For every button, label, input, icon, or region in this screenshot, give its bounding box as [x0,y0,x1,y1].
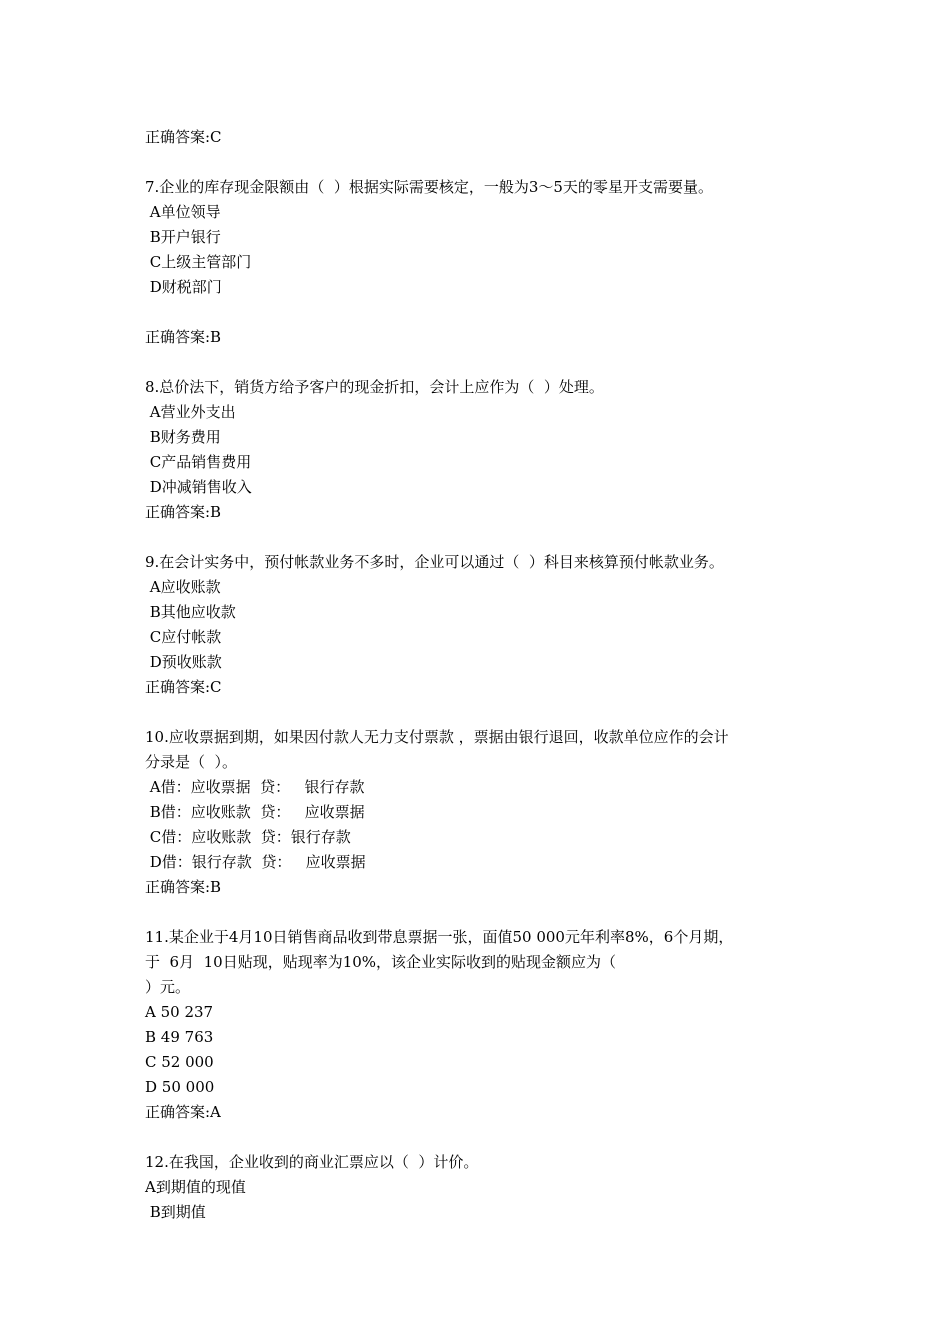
question-stem-cont: ）元。 [145,978,191,996]
spacer [145,1125,825,1150]
option-b: B到期值 [145,1203,206,1221]
question-stem-cont: 分录是（ ）。 [145,753,238,771]
option-b: B 49 763 [145,1028,214,1046]
question-stem: 10.应收票据到期，如果因付款人无力支付票款 ，票据由银行退回，收款单位应作的会计 [145,728,729,746]
option-c: C上级主管部门 [145,253,252,271]
question-block [145,175,825,350]
spacer [145,700,825,725]
option-a: A应收账款 [145,578,221,596]
option-c: C借：应收账款 贷：银行存款 [145,828,351,846]
answer-line: 正确答案:C [145,128,222,146]
question-block [145,550,825,700]
question-stem-cont: 于 6月 10日贴现，贴现率为10%，该企业实际收到的贴现金额应为（ [145,953,617,971]
question-block [145,1150,825,1225]
option-b: B其他应收款 [145,603,236,621]
option-a: A到期值的现值 [145,1178,246,1196]
option-b: B开户银行 [145,228,221,246]
answer-line: 正确答案:B [145,503,222,521]
question-block [145,925,825,1125]
spacer [145,900,825,925]
answer-line: 正确答案:B [145,328,222,346]
option-a: A借：应收票据 贷： 银行存款 [145,778,365,796]
option-d: D预收账款 [145,653,222,671]
option-d: D财税部门 [145,278,222,296]
answer-line: 正确答案:B [145,878,222,896]
question-stem: 12.在我国，企业收到的商业汇票应以（ ）计价。 [145,1153,479,1171]
question-stem: 9.在会计实务中，预付帐款业务不多时，企业可以通过（ ）科目来核算预付帐款业务。 [145,553,724,571]
answer-line: 正确答案:C [145,678,222,696]
question-stem: 11.某企业于4月10日销售商品收到带息票据一张，面值50 000元年利率8%，6个月期， [145,928,734,946]
question-stem: 7.企业的库存现金限额由（ ）根据实际需要核定，一般为3～5天的零星开支需要量。 [145,178,713,196]
spacer [145,300,825,325]
question-block [145,375,825,525]
question-stem: 8.总价法下，销货方给予客户的现金折扣，会计上应作为（ ）处理。 [145,378,604,396]
option-d: D冲减销售收入 [145,478,252,496]
option-c: C应付帐款 [145,628,222,646]
option-d: D借：银行存款 贷： 应收票据 [145,853,366,871]
option-a: A营业外支出 [145,403,236,421]
spacer [145,350,825,375]
answer-line: 正确答案:A [145,1103,221,1121]
option-c: C产品销售费用 [145,453,252,471]
spacer [145,150,825,175]
option-a: A 50 237 [145,1003,214,1021]
option-b: B借：应收账款 贷： 应收票据 [145,803,365,821]
document-page [145,125,825,1225]
option-b: B财务费用 [145,428,221,446]
option-a: A单位领导 [145,203,221,221]
spacer [145,525,825,550]
option-c: C 52 000 [145,1053,214,1071]
option-d: D 50 000 [145,1078,215,1096]
question-block [145,725,825,900]
